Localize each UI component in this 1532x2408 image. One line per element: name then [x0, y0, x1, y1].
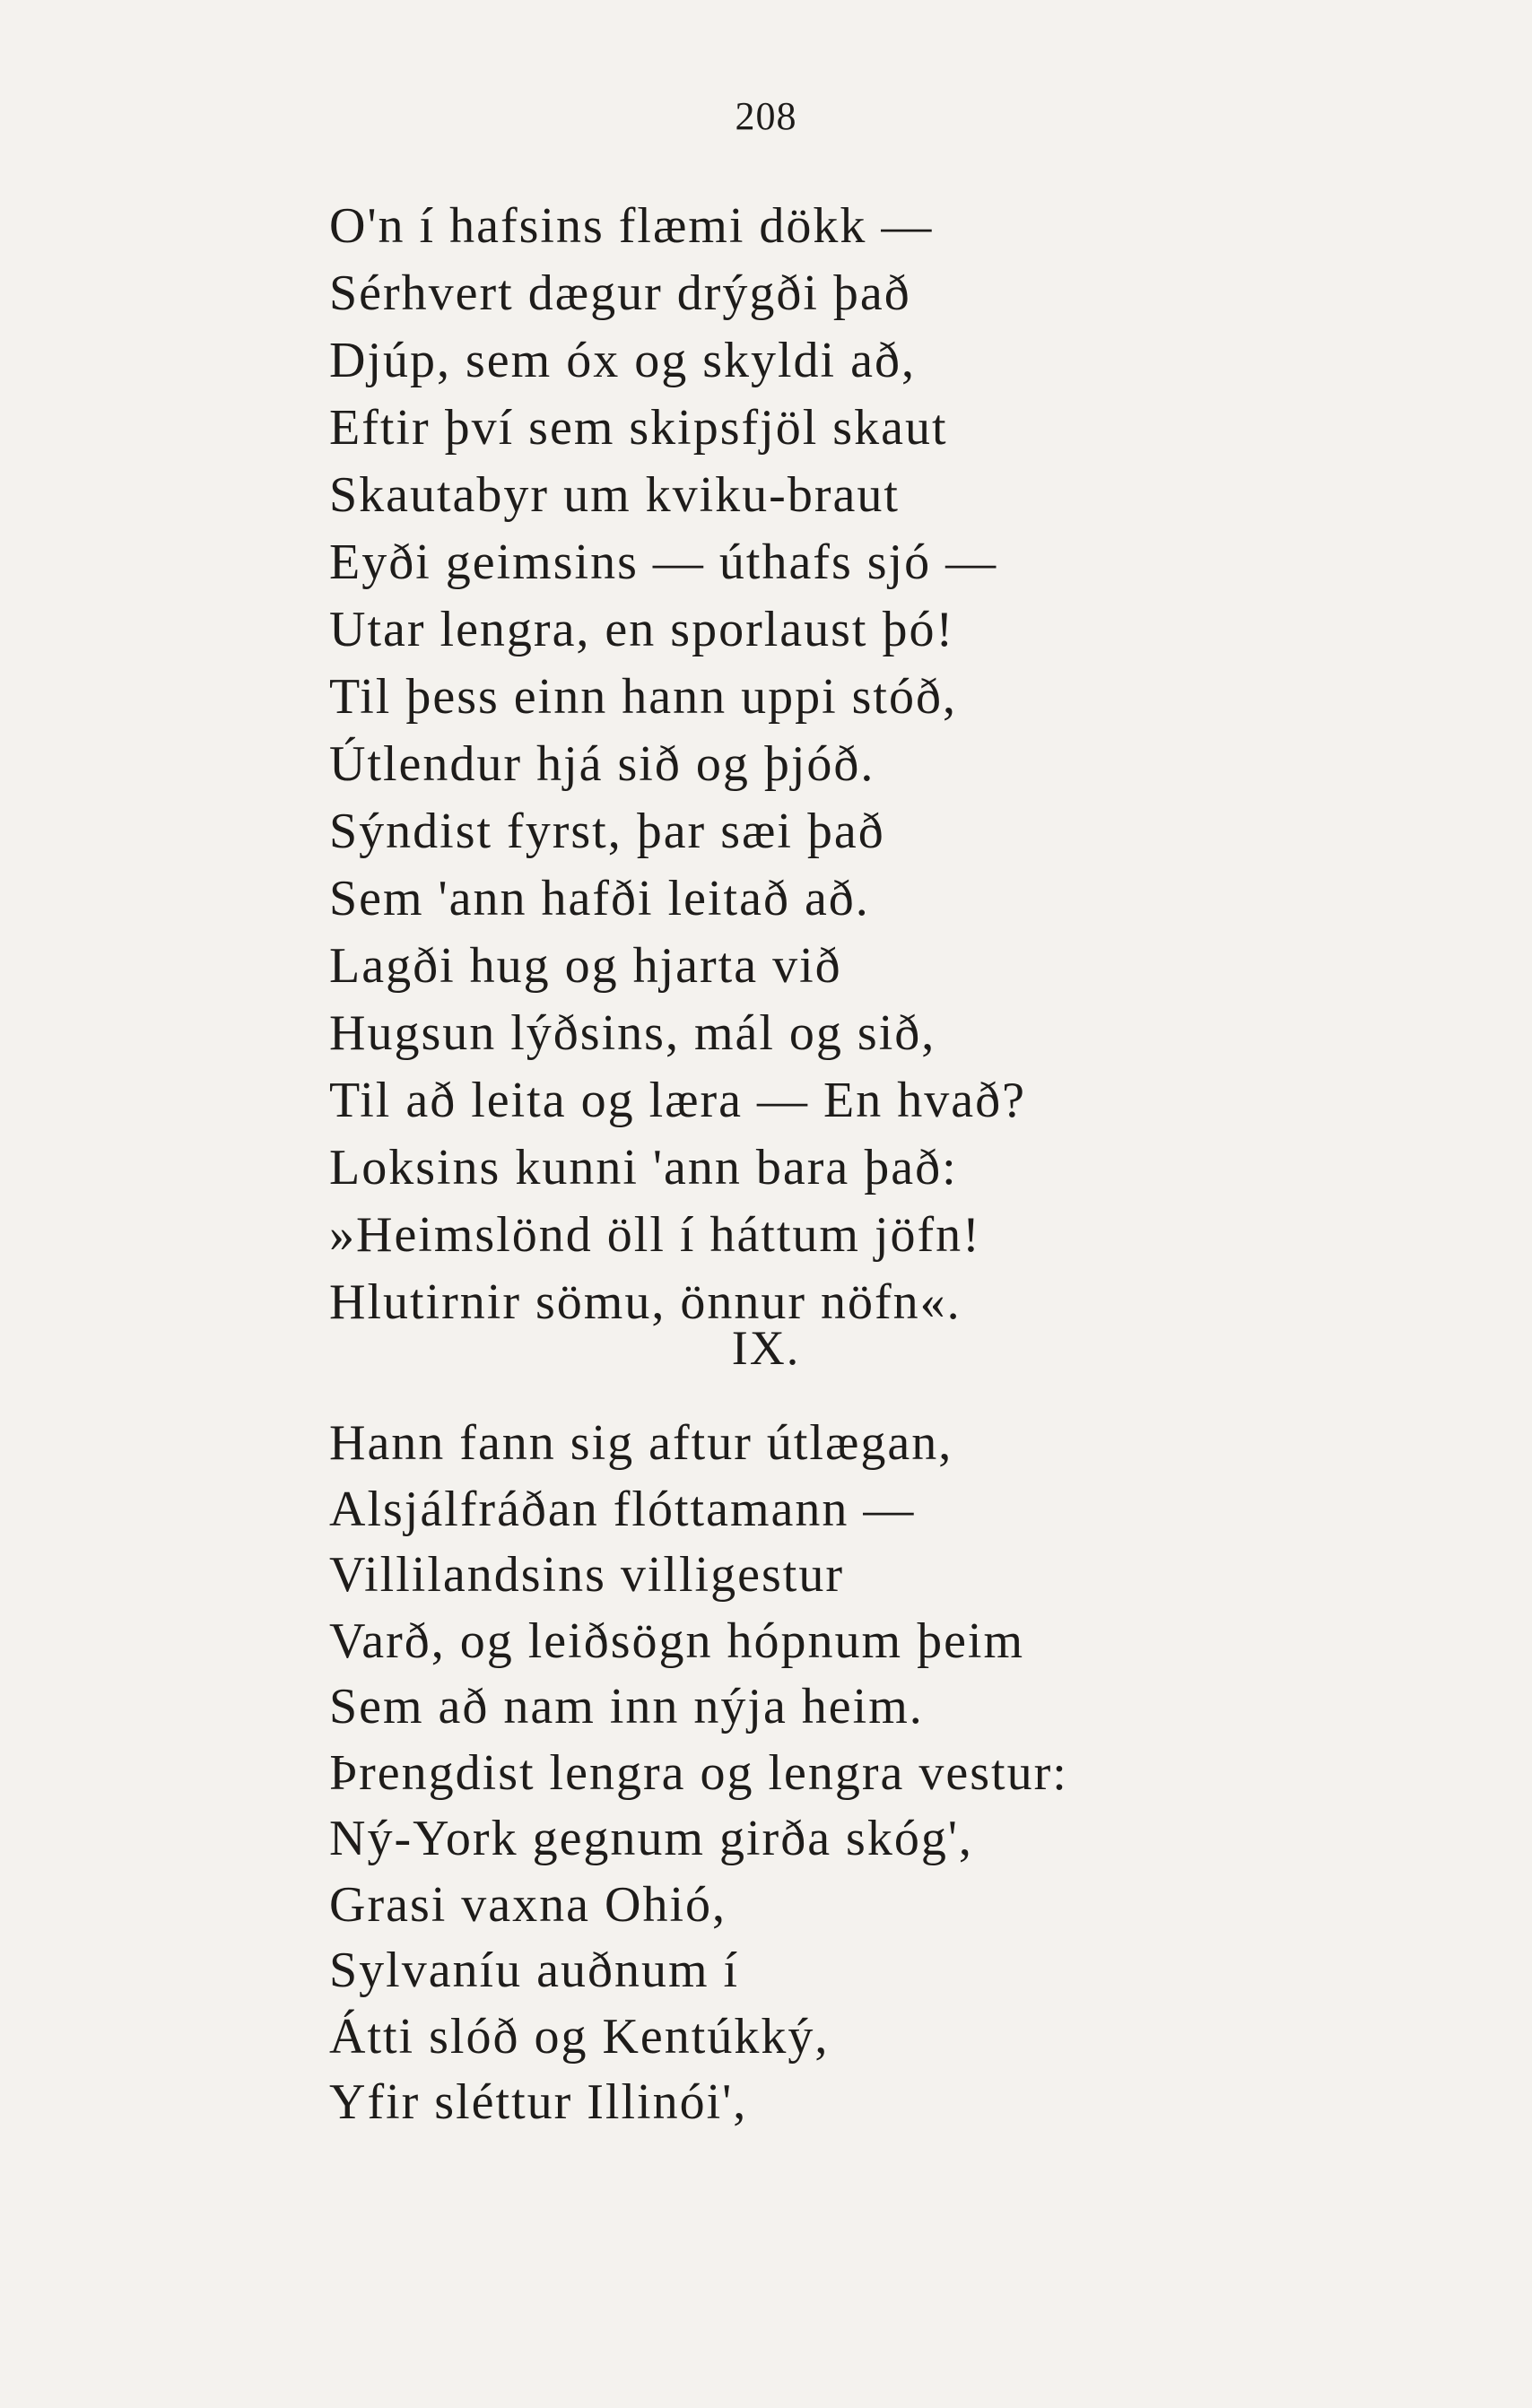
verse-line: Hugsun lýðsins, mál og sið,	[329, 1005, 936, 1061]
verse-line: Útlendur hjá sið og þjóð.	[329, 736, 875, 792]
verse-line: Eyði geimsins — úthafs sjó —	[329, 535, 998, 590]
verse-line: Skautabyr um kviku-braut	[329, 467, 900, 523]
verse-line: Eftir því sem skipsfjöl skaut	[329, 400, 948, 456]
verse-line: Loksins kunni 'ann bara það:	[329, 1140, 958, 1195]
poem-stanza-2	[329, 1411, 1068, 2136]
verse-line: Sem að nam inn nýja heim.	[329, 1679, 924, 1734]
verse-line: Lagði hug og hjarta við	[329, 938, 842, 994]
verse-line: Átti slóð og Kentúkký,	[329, 2008, 830, 2065]
page-number: 208	[735, 94, 797, 138]
verse-line: Hlutirnir sömu, önnur nöfn«.	[329, 1274, 962, 1330]
verse-line: Hann fann sig aftur útlægan,	[329, 1415, 953, 1471]
verse-line: Til þess einn hann uppi stóð,	[329, 669, 957, 725]
section-heading: IX.	[731, 1321, 801, 1375]
verse-line: Þrengdist lengra og lengra vestur:	[329, 1744, 1068, 1801]
verse-line: Grasi vaxna Ohió,	[329, 1876, 727, 1933]
verse-line: O'n í hafsins flæmi dökk —	[329, 198, 934, 254]
verse-line: »Heimslönd öll í háttum jöfn!	[329, 1207, 981, 1263]
verse-line: Sem 'ann hafði leitað að.	[329, 871, 870, 926]
verse-line: Alsjálfráðan flóttamann —	[329, 1481, 916, 1537]
verse-line: Djúp, sem óx og skyldi að,	[329, 333, 916, 388]
poem-stanza-1	[329, 193, 1026, 1336]
verse-line: Sylvaníu auðnum í	[329, 1943, 740, 1998]
verse-line: Ný-York gegnum girða skóg',	[329, 1811, 973, 1866]
verse-line: Til að leita og læra — En hvað?	[329, 1073, 1026, 1128]
verse-line: Utar lengra, en sporlaust þó!	[329, 602, 955, 657]
verse-line: Sérhvert dægur drýgði það	[329, 265, 911, 321]
verse-line: Varð, og leiðsögn hópnum þeim	[329, 1613, 1025, 1669]
verse-line: Villilandsins villigestur	[329, 1547, 844, 1603]
verse-line: Sýndist fyrst, þar sæi það	[329, 804, 885, 859]
verse-line: Yfir sléttur Illinói',	[329, 2074, 748, 2130]
